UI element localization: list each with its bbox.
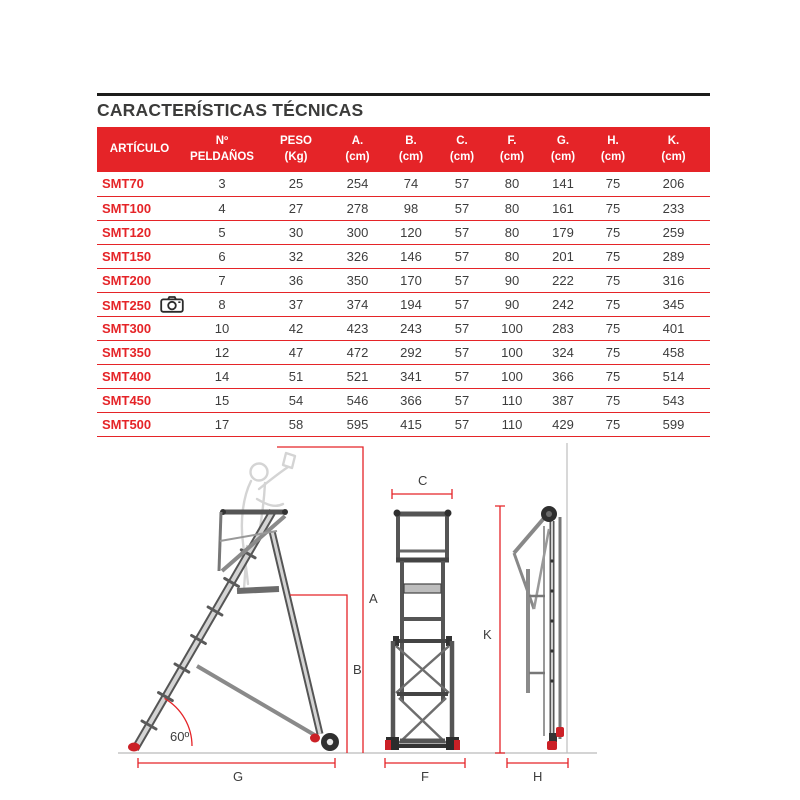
spec-value: 161 — [537, 196, 589, 220]
table-row — [97, 244, 710, 268]
spec-value: 350 — [330, 268, 385, 292]
column-header-peso — [262, 127, 330, 172]
dim-label-f: F — [421, 768, 429, 784]
column-header-f — [487, 127, 537, 172]
spec-value: 98 — [385, 196, 437, 220]
spec-value: 75 — [589, 316, 637, 340]
spec-value: 57 — [437, 412, 487, 436]
spec-value: 8 — [182, 292, 262, 316]
article-code: SMT100 — [102, 200, 152, 216]
header-line2: (Kg) — [284, 150, 308, 163]
spec-value: 292 — [385, 340, 437, 364]
spec-value: 366 — [537, 364, 589, 388]
spec-value: 387 — [537, 388, 589, 412]
header-line1: H. — [607, 134, 619, 147]
spec-value: 326 — [330, 244, 385, 268]
spec-value: 30 — [262, 220, 330, 244]
spec-value: 51 — [262, 364, 330, 388]
header-line1: ARTÍCULO — [109, 142, 170, 155]
spec-value: 47 — [262, 340, 330, 364]
spec-value: 242 — [537, 292, 589, 316]
header-line2: (cm) — [449, 150, 475, 163]
spec-value: 514 — [637, 364, 710, 388]
spec-value: 341 — [385, 364, 437, 388]
header-line2: (cm) — [600, 150, 626, 163]
specs-table-header — [97, 127, 710, 172]
spec-value: 458 — [637, 340, 710, 364]
spec-value: 25 — [262, 172, 330, 196]
spec-value: 75 — [589, 364, 637, 388]
spec-value: 316 — [637, 268, 710, 292]
spec-value: 80 — [487, 244, 537, 268]
spec-value: 75 — [589, 172, 637, 196]
article-code: SMT300 — [102, 320, 152, 336]
spec-value: 74 — [385, 172, 437, 196]
folded-view-drawing — [514, 506, 564, 750]
column-header-a — [330, 127, 385, 172]
spec-value: 80 — [487, 220, 537, 244]
spec-value: 222 — [537, 268, 589, 292]
spec-value: 75 — [589, 388, 637, 412]
spec-value: 401 — [637, 316, 710, 340]
spec-value: 6 — [182, 244, 262, 268]
article-cell — [97, 292, 182, 316]
dim-F — [385, 758, 465, 784]
spec-value: 90 — [487, 292, 537, 316]
spec-value: 206 — [637, 172, 710, 196]
spec-value: 27 — [262, 196, 330, 220]
spec-value: 58 — [262, 412, 330, 436]
spec-value: 283 — [537, 316, 589, 340]
article-code: SMT500 — [102, 416, 152, 432]
spec-value: 75 — [589, 196, 637, 220]
header-line1: C. — [456, 134, 468, 147]
header-line2: (cm) — [550, 150, 576, 163]
spec-value: 324 — [537, 340, 589, 364]
header-line2: (cm) — [661, 150, 686, 163]
spec-value: 57 — [437, 196, 487, 220]
dim-G — [138, 758, 335, 784]
spec-value: 179 — [537, 220, 589, 244]
table-row — [97, 316, 710, 340]
spec-value: 521 — [330, 364, 385, 388]
spec-value: 595 — [330, 412, 385, 436]
folded-foot-cap-2 — [556, 727, 564, 737]
header-line2: PELDAÑOS — [190, 150, 254, 163]
spec-value: 75 — [589, 292, 637, 316]
header-line1: Nº — [215, 134, 229, 147]
header-line1: B. — [405, 134, 417, 147]
table-row — [97, 340, 710, 364]
spec-value: 75 — [589, 340, 637, 364]
dim-B — [290, 595, 362, 753]
dim-C — [392, 473, 452, 499]
spec-value: 57 — [437, 388, 487, 412]
spec-value: 10 — [182, 316, 262, 340]
article-code: SMT350 — [102, 344, 152, 360]
spec-value: 57 — [437, 268, 487, 292]
dim-label-b: B — [353, 661, 362, 677]
rear-foot-cap — [128, 742, 140, 751]
spec-value: 194 — [385, 292, 437, 316]
spec-value: 415 — [385, 412, 437, 436]
spec-value: 4 — [182, 196, 262, 220]
article-code: SMT150 — [102, 248, 152, 264]
spec-value: 5 — [182, 220, 262, 244]
technical-diagram — [97, 441, 710, 786]
spec-value: 57 — [437, 292, 487, 316]
article-cell — [97, 220, 182, 244]
column-header-g — [537, 127, 589, 172]
article-code: SMT120 — [102, 224, 152, 240]
specs-table-body — [97, 172, 710, 436]
table-row — [97, 412, 710, 436]
spec-value: 37 — [262, 292, 330, 316]
spec-value: 57 — [437, 340, 487, 364]
header-line1: A. — [351, 134, 364, 147]
spec-value: 429 — [537, 412, 589, 436]
article-cell — [97, 388, 182, 412]
table-row — [97, 172, 710, 196]
article-cell — [97, 196, 182, 220]
spec-value: 100 — [487, 340, 537, 364]
column-header-n — [182, 127, 262, 172]
spec-value: 423 — [330, 316, 385, 340]
article-code: SMT250 — [102, 297, 152, 313]
article-cell — [97, 316, 182, 340]
spec-value: 75 — [589, 220, 637, 244]
header-line1: F. — [507, 134, 517, 147]
front-foot-cap — [310, 733, 320, 742]
top-rule — [97, 93, 710, 96]
camera-icon[interactable] — [160, 296, 184, 313]
spec-value: 345 — [637, 292, 710, 316]
table-row — [97, 364, 710, 388]
article-code: SMT450 — [102, 392, 152, 408]
spec-value: 14 — [182, 364, 262, 388]
header-row — [97, 127, 710, 172]
spec-value: 32 — [262, 244, 330, 268]
spec-value: 170 — [385, 268, 437, 292]
spec-value: 57 — [437, 364, 487, 388]
header-line1: PESO — [280, 134, 312, 147]
spec-value: 243 — [385, 316, 437, 340]
angle-annotation — [165, 698, 193, 746]
dim-label-a: A — [369, 590, 378, 606]
spec-value: 259 — [637, 220, 710, 244]
spec-value: 57 — [437, 316, 487, 340]
spec-value: 17 — [182, 412, 262, 436]
column-header-b — [385, 127, 437, 172]
spec-value: 3 — [182, 172, 262, 196]
spec-value: 54 — [262, 388, 330, 412]
article-cell — [97, 340, 182, 364]
article-code: SMT400 — [102, 368, 152, 384]
header-line2: (cm) — [499, 150, 525, 163]
table-row — [97, 196, 710, 220]
spec-value: 57 — [437, 172, 487, 196]
spec-value: 366 — [385, 388, 437, 412]
dim-K — [483, 506, 505, 753]
spec-value: 90 — [487, 268, 537, 292]
spec-value: 141 — [537, 172, 589, 196]
header-line2: (cm) — [398, 150, 424, 163]
front-view-drawing — [385, 509, 460, 750]
header-line1: K. — [667, 134, 680, 147]
spec-value: 146 — [385, 244, 437, 268]
spec-value: 110 — [487, 388, 537, 412]
table-row — [97, 220, 710, 244]
catalog-page — [97, 93, 710, 786]
article-cell — [97, 412, 182, 436]
article-cell — [97, 172, 182, 196]
spec-value: 57 — [437, 244, 487, 268]
table-row — [97, 292, 710, 316]
spec-value: 278 — [330, 196, 385, 220]
header-line1: G. — [556, 134, 570, 147]
spec-value: 100 — [487, 316, 537, 340]
spec-value: 110 — [487, 412, 537, 436]
spec-value: 543 — [637, 388, 710, 412]
column-header-artculo — [97, 127, 182, 172]
column-header-k — [637, 127, 710, 172]
dim-label-c: C — [418, 472, 428, 488]
section-title: CARACTERÍSTICAS TÉCNICAS — [97, 100, 364, 120]
spec-value: 75 — [589, 244, 637, 268]
spec-value: 599 — [637, 412, 710, 436]
spec-value: 75 — [589, 412, 637, 436]
article-code: SMT200 — [102, 272, 152, 288]
article-cell — [97, 244, 182, 268]
spec-value: 100 — [487, 364, 537, 388]
column-header-h — [589, 127, 637, 172]
spec-value: 546 — [330, 388, 385, 412]
dim-A — [277, 447, 378, 753]
spec-value: 80 — [487, 172, 537, 196]
article-cell — [97, 364, 182, 388]
table-row — [97, 268, 710, 292]
spec-value: 254 — [330, 172, 385, 196]
spec-value: 42 — [262, 316, 330, 340]
spec-value: 472 — [330, 340, 385, 364]
spec-value: 233 — [637, 196, 710, 220]
side-view-drawing — [128, 453, 339, 752]
specs-table — [97, 127, 710, 437]
header-line2: (cm) — [345, 150, 370, 163]
article-cell — [97, 268, 182, 292]
dim-label-h: H — [533, 768, 543, 784]
spec-value: 75 — [589, 268, 637, 292]
spec-value: 36 — [262, 268, 330, 292]
column-header-c — [437, 127, 487, 172]
spec-value: 7 — [182, 268, 262, 292]
dim-label-g: G — [233, 768, 244, 784]
spec-value: 120 — [385, 220, 437, 244]
spec-value: 57 — [437, 220, 487, 244]
folded-foot-cap — [547, 741, 557, 750]
spec-value: 289 — [637, 244, 710, 268]
spec-value: 80 — [487, 196, 537, 220]
spec-value: 374 — [330, 292, 385, 316]
dim-H — [507, 758, 568, 784]
article-code: SMT70 — [102, 176, 144, 192]
spec-value: 15 — [182, 388, 262, 412]
table-row — [97, 388, 710, 412]
dim-label-k: K — [483, 626, 492, 642]
angle-label: 60º — [170, 728, 190, 744]
spec-value: 201 — [537, 244, 589, 268]
spec-value: 12 — [182, 340, 262, 364]
spec-value: 300 — [330, 220, 385, 244]
